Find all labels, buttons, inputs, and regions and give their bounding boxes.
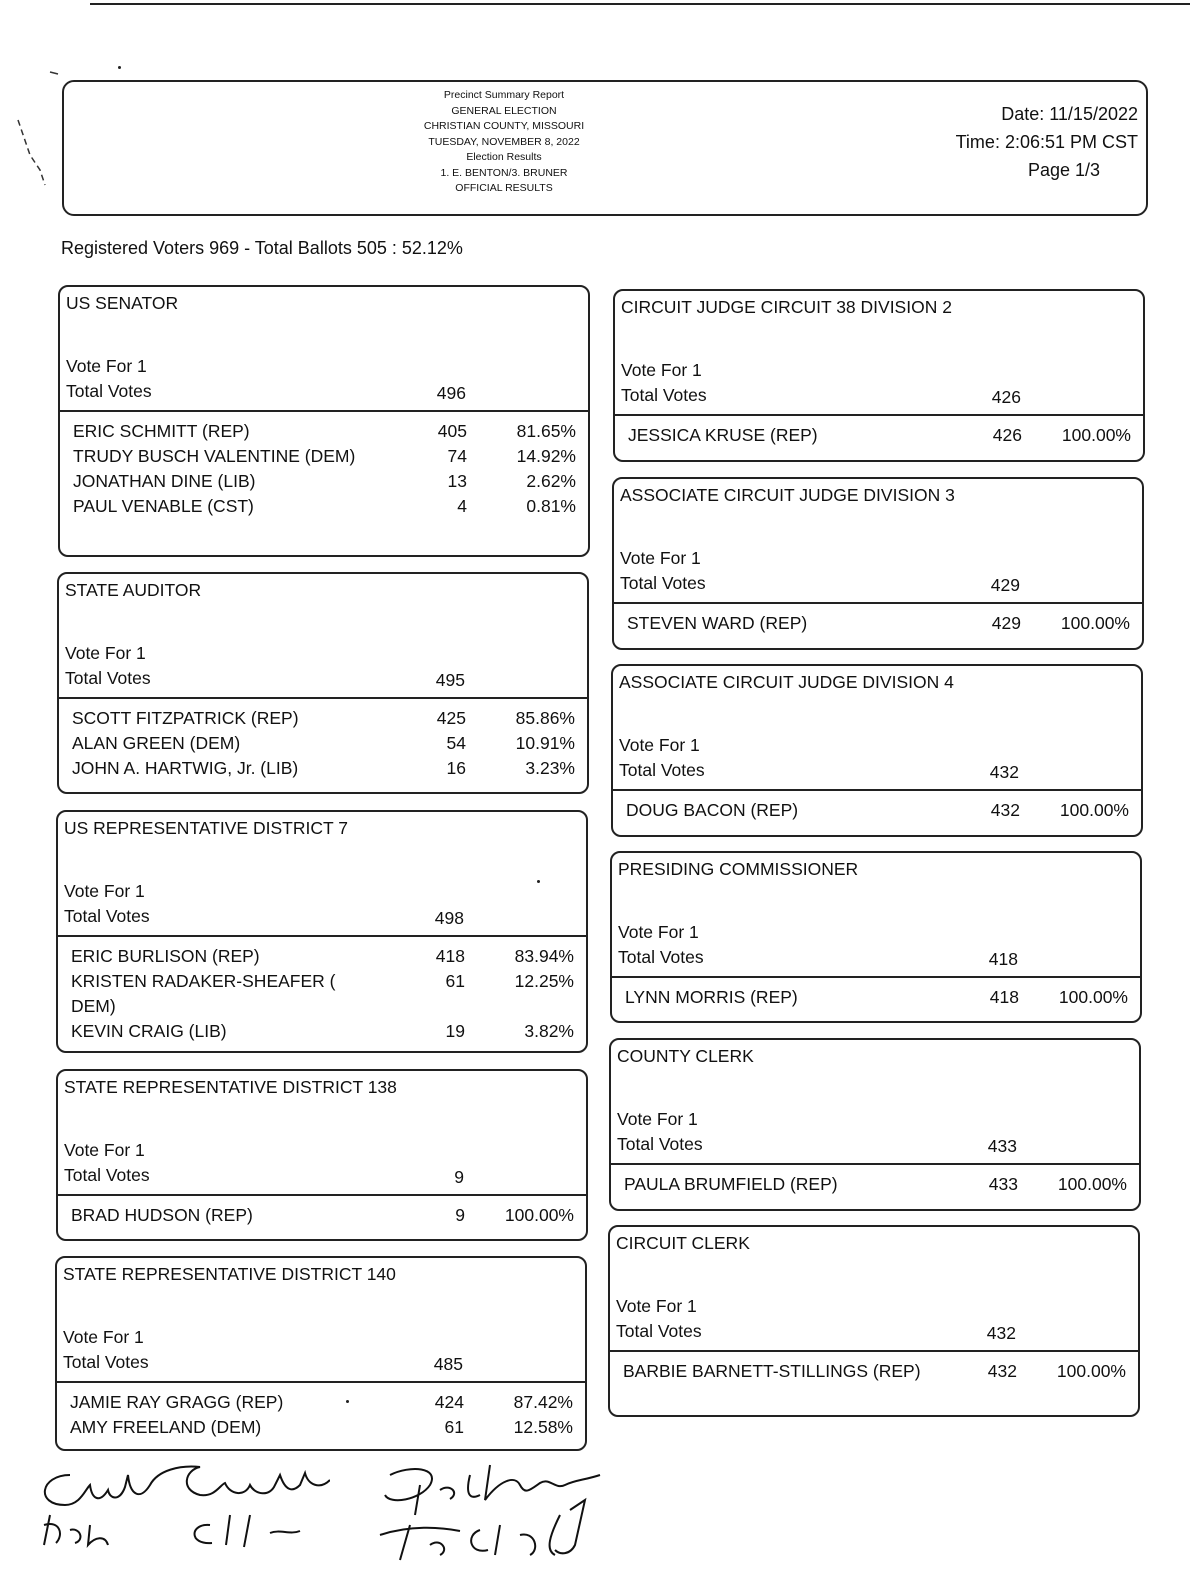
candidate-list bbox=[623, 1359, 1133, 1384]
race-box bbox=[55, 1256, 587, 1451]
candidate-list bbox=[628, 423, 1138, 448]
candidate-row bbox=[628, 423, 1138, 448]
vote-for-label: Vote For 1 bbox=[64, 1140, 145, 1160]
candidate-row bbox=[73, 494, 583, 519]
candidate-name: PAUL VENABLE (CST) bbox=[73, 496, 254, 516]
race-divider bbox=[610, 1350, 1138, 1352]
race-box bbox=[56, 1069, 588, 1241]
candidate-votes: 405 bbox=[437, 421, 467, 441]
candidate-percent: 83.94% bbox=[514, 946, 574, 966]
candidate-row bbox=[71, 944, 581, 969]
candidate-percent: 100.00% bbox=[1057, 1174, 1127, 1194]
scan-dot bbox=[346, 1400, 349, 1403]
candidate-row bbox=[72, 756, 582, 781]
total-votes-label: Total Votes bbox=[617, 1134, 703, 1154]
candidate-name: TRUDY BUSCH VALENTINE (DEM) bbox=[73, 446, 356, 466]
candidate-list bbox=[627, 611, 1137, 636]
race-divider bbox=[614, 602, 1142, 604]
candidate-votes: 54 bbox=[446, 733, 466, 753]
candidate-row bbox=[72, 731, 582, 756]
report-header-center bbox=[394, 88, 614, 197]
race-title: ASSOCIATE CIRCUIT JUDGE DIVISION 3 bbox=[620, 485, 955, 505]
candidate-list bbox=[73, 419, 583, 519]
race-title: COUNTY CLERK bbox=[617, 1046, 754, 1066]
candidate-row bbox=[627, 611, 1137, 636]
report-date-block bbox=[956, 100, 1138, 184]
total-votes-value: 426 bbox=[991, 387, 1021, 407]
race-title: US SENATOR bbox=[66, 293, 179, 313]
race-divider bbox=[612, 976, 1140, 978]
candidate-name: AMY FREELAND (DEM) bbox=[70, 1417, 262, 1437]
candidate-row bbox=[70, 1415, 580, 1440]
candidate-percent: 100.00% bbox=[1056, 1361, 1126, 1381]
candidate-percent: 87.42% bbox=[513, 1392, 573, 1412]
vote-for-label: Vote For 1 bbox=[617, 1109, 698, 1129]
total-votes-label: Total Votes bbox=[618, 947, 704, 967]
race-divider bbox=[58, 935, 586, 937]
candidate-percent: 12.25% bbox=[514, 971, 574, 991]
vote-for-label: Vote For 1 bbox=[620, 548, 701, 568]
header-line: Precinct Summary Report bbox=[443, 89, 565, 101]
candidate-list bbox=[70, 1390, 580, 1440]
race-divider bbox=[57, 1381, 585, 1383]
candidate-list bbox=[71, 1203, 581, 1228]
candidate-name: JAMIE RAY GRAGG (REP) bbox=[70, 1392, 284, 1412]
scan-mark bbox=[10, 60, 70, 190]
candidate-votes: 9 bbox=[455, 1205, 465, 1225]
candidate-percent: 14.92% bbox=[516, 446, 576, 466]
candidate-votes: 4 bbox=[457, 496, 467, 516]
header-line: 1. E. BENTON/3. BRUNER bbox=[440, 166, 568, 179]
total-votes-label: Total Votes bbox=[66, 381, 152, 401]
candidate-row bbox=[626, 798, 1136, 823]
total-votes-value: 485 bbox=[433, 1354, 463, 1374]
total-votes-value: 429 bbox=[990, 575, 1020, 595]
total-votes-value: 9 bbox=[454, 1167, 464, 1187]
race-divider bbox=[60, 410, 588, 412]
candidate-name: BARBIE BARNETT-STILLINGS (REP) bbox=[623, 1361, 921, 1381]
candidate-name: PAULA BRUMFIELD (REP) bbox=[624, 1174, 838, 1194]
candidate-votes: 61 bbox=[445, 971, 465, 991]
candidate-votes: 424 bbox=[434, 1392, 464, 1412]
candidate-votes: 74 bbox=[447, 446, 467, 466]
candidate-list bbox=[71, 944, 581, 1044]
race-box bbox=[608, 1225, 1140, 1417]
candidate-name: JOHN A. HARTWIG, Jr. (LIB) bbox=[72, 758, 299, 778]
candidate-row bbox=[72, 706, 582, 731]
race-title: PRESIDING COMMISSIONER bbox=[618, 859, 859, 879]
race-box bbox=[56, 810, 588, 1053]
vote-for-label: Vote For 1 bbox=[65, 643, 146, 663]
total-votes-label: Total Votes bbox=[619, 760, 705, 780]
candidate-percent: 12.58% bbox=[513, 1417, 573, 1437]
top-scan-line bbox=[90, 3, 1190, 5]
candidate-votes: 19 bbox=[445, 1021, 465, 1041]
candidate-votes: 16 bbox=[446, 758, 466, 778]
candidate-percent: 81.65% bbox=[516, 421, 576, 441]
candidate-percent: 100.00% bbox=[504, 1205, 574, 1225]
candidate-percent: 100.00% bbox=[1061, 425, 1131, 445]
candidate-row bbox=[70, 1390, 580, 1415]
candidate-row bbox=[71, 969, 581, 1019]
race-box bbox=[612, 477, 1144, 650]
race-title: ASSOCIATE CIRCUIT JUDGE DIVISION 4 bbox=[619, 672, 954, 692]
total-votes-label: Total Votes bbox=[64, 906, 150, 926]
candidate-row bbox=[625, 985, 1135, 1010]
candidate-name: DOUG BACON (REP) bbox=[626, 800, 799, 820]
candidate-percent: 3.82% bbox=[524, 1021, 574, 1041]
candidate-votes: 429 bbox=[991, 613, 1021, 633]
candidate-name: BRAD HUDSON (REP) bbox=[71, 1205, 253, 1225]
total-votes-label: Total Votes bbox=[621, 385, 707, 405]
race-divider bbox=[58, 1194, 586, 1196]
candidate-votes: 13 bbox=[447, 471, 467, 491]
scan-dot bbox=[118, 66, 121, 69]
race-divider bbox=[615, 414, 1143, 416]
candidate-percent: 100.00% bbox=[1060, 613, 1130, 633]
candidate-name: LYNN MORRIS (REP) bbox=[625, 987, 798, 1007]
candidate-percent: 10.91% bbox=[515, 733, 575, 753]
race-title: US REPRESENTATIVE DISTRICT 7 bbox=[64, 818, 348, 838]
total-votes-label: Total Votes bbox=[620, 573, 706, 593]
race-divider bbox=[611, 1163, 1139, 1165]
candidate-row bbox=[73, 469, 583, 494]
report-header bbox=[62, 80, 1148, 216]
candidate-list bbox=[72, 706, 582, 781]
total-votes-value: 498 bbox=[434, 908, 464, 928]
candidate-row bbox=[73, 444, 583, 469]
race-box bbox=[613, 289, 1145, 462]
candidate-name: JONATHAN DINE (LIB) bbox=[73, 471, 256, 491]
candidate-votes: 425 bbox=[436, 708, 466, 728]
race-title: STATE REPRESENTATIVE DISTRICT 138 bbox=[64, 1077, 397, 1097]
race-title: CIRCUIT CLERK bbox=[616, 1233, 750, 1253]
candidate-name: ERIC BURLISON (REP) bbox=[71, 946, 260, 966]
candidate-name: JESSICA KRUSE (REP) bbox=[628, 425, 818, 445]
total-votes-value: 418 bbox=[988, 949, 1018, 969]
candidate-percent: 85.86% bbox=[515, 708, 575, 728]
race-box bbox=[57, 572, 589, 794]
report-time: Time: 2:06:51 PM CST bbox=[955, 132, 1138, 152]
page-number: Page 1/3 bbox=[1027, 160, 1100, 180]
total-votes-value: 496 bbox=[436, 383, 466, 403]
race-divider bbox=[613, 789, 1141, 791]
candidate-name: KEVIN CRAIG (LIB) bbox=[71, 1021, 227, 1041]
candidate-list bbox=[626, 798, 1136, 823]
candidate-row bbox=[71, 1203, 581, 1228]
candidate-list bbox=[625, 985, 1135, 1010]
total-votes-label: Total Votes bbox=[63, 1352, 149, 1372]
total-votes-value: 495 bbox=[435, 670, 465, 690]
candidate-name: ERIC SCHMITT (REP) bbox=[73, 421, 250, 441]
signature-right bbox=[370, 1455, 630, 1565]
candidate-votes: 61 bbox=[444, 1417, 464, 1437]
header-line: CHRISTIAN COUNTY, MISSOURI bbox=[423, 120, 585, 132]
total-votes-value: 432 bbox=[986, 1323, 1016, 1343]
vote-for-label: Vote For 1 bbox=[66, 356, 147, 376]
total-votes-label: Total Votes bbox=[64, 1165, 150, 1185]
race-divider bbox=[59, 697, 587, 699]
total-votes-value: 433 bbox=[987, 1136, 1017, 1156]
vote-for-label: Vote For 1 bbox=[63, 1327, 144, 1347]
scan-dot bbox=[537, 880, 540, 883]
vote-for-label: Vote For 1 bbox=[621, 360, 702, 380]
candidate-percent: 100.00% bbox=[1058, 987, 1128, 1007]
race-box bbox=[610, 851, 1142, 1023]
candidate-row bbox=[71, 1019, 581, 1044]
report-date: Date: 11/15/2022 bbox=[1001, 104, 1138, 124]
candidate-name: SCOTT FITZPATRICK (REP) bbox=[72, 708, 299, 728]
vote-for-label: Vote For 1 bbox=[616, 1296, 697, 1316]
header-line: Election Results bbox=[466, 151, 542, 163]
candidate-votes: 432 bbox=[987, 1361, 1017, 1381]
signature-left bbox=[30, 1455, 330, 1555]
candidate-list bbox=[624, 1172, 1134, 1197]
vote-for-label: Vote For 1 bbox=[618, 922, 699, 942]
candidate-votes: 418 bbox=[435, 946, 465, 966]
candidate-votes: 426 bbox=[992, 425, 1022, 445]
candidate-percent: 100.00% bbox=[1059, 800, 1129, 820]
candidate-name: KRISTEN RADAKER-SHEAFER ( DEM) bbox=[71, 971, 336, 1016]
vote-for-label: Vote For 1 bbox=[619, 735, 700, 755]
candidate-votes: 418 bbox=[989, 987, 1019, 1007]
candidate-name: ALAN GREEN (DEM) bbox=[72, 733, 241, 753]
candidate-row bbox=[623, 1359, 1133, 1384]
race-box bbox=[58, 285, 590, 557]
registered-voters-summary: Registered Voters 969 - Total Ballots 505 : 52.12% bbox=[61, 238, 463, 258]
candidate-row bbox=[624, 1172, 1134, 1197]
header-line: GENERAL ELECTION bbox=[451, 104, 557, 117]
race-title: STATE AUDITOR bbox=[65, 580, 202, 600]
candidate-percent: 3.23% bbox=[525, 758, 575, 778]
vote-for-label: Vote For 1 bbox=[64, 881, 145, 901]
header-line: TUESDAY, NOVEMBER 8, 2022 bbox=[428, 135, 580, 148]
candidate-percent: 0.81% bbox=[526, 496, 576, 516]
total-votes-label: Total Votes bbox=[616, 1321, 702, 1341]
candidate-row bbox=[73, 419, 583, 444]
race-title: CIRCUIT JUDGE CIRCUIT 38 DIVISION 2 bbox=[621, 297, 952, 317]
race-box bbox=[609, 1038, 1141, 1211]
candidate-name: STEVEN WARD (REP) bbox=[627, 613, 808, 633]
total-votes-label: Total Votes bbox=[65, 668, 151, 688]
race-title: STATE REPRESENTATIVE DISTRICT 140 bbox=[63, 1264, 396, 1284]
candidate-percent: 2.62% bbox=[526, 471, 576, 491]
header-line: OFFICIAL RESULTS bbox=[455, 182, 553, 194]
candidate-votes: 433 bbox=[988, 1174, 1018, 1194]
candidate-votes: 432 bbox=[990, 800, 1020, 820]
race-box bbox=[611, 664, 1143, 837]
total-votes-value: 432 bbox=[989, 762, 1019, 782]
